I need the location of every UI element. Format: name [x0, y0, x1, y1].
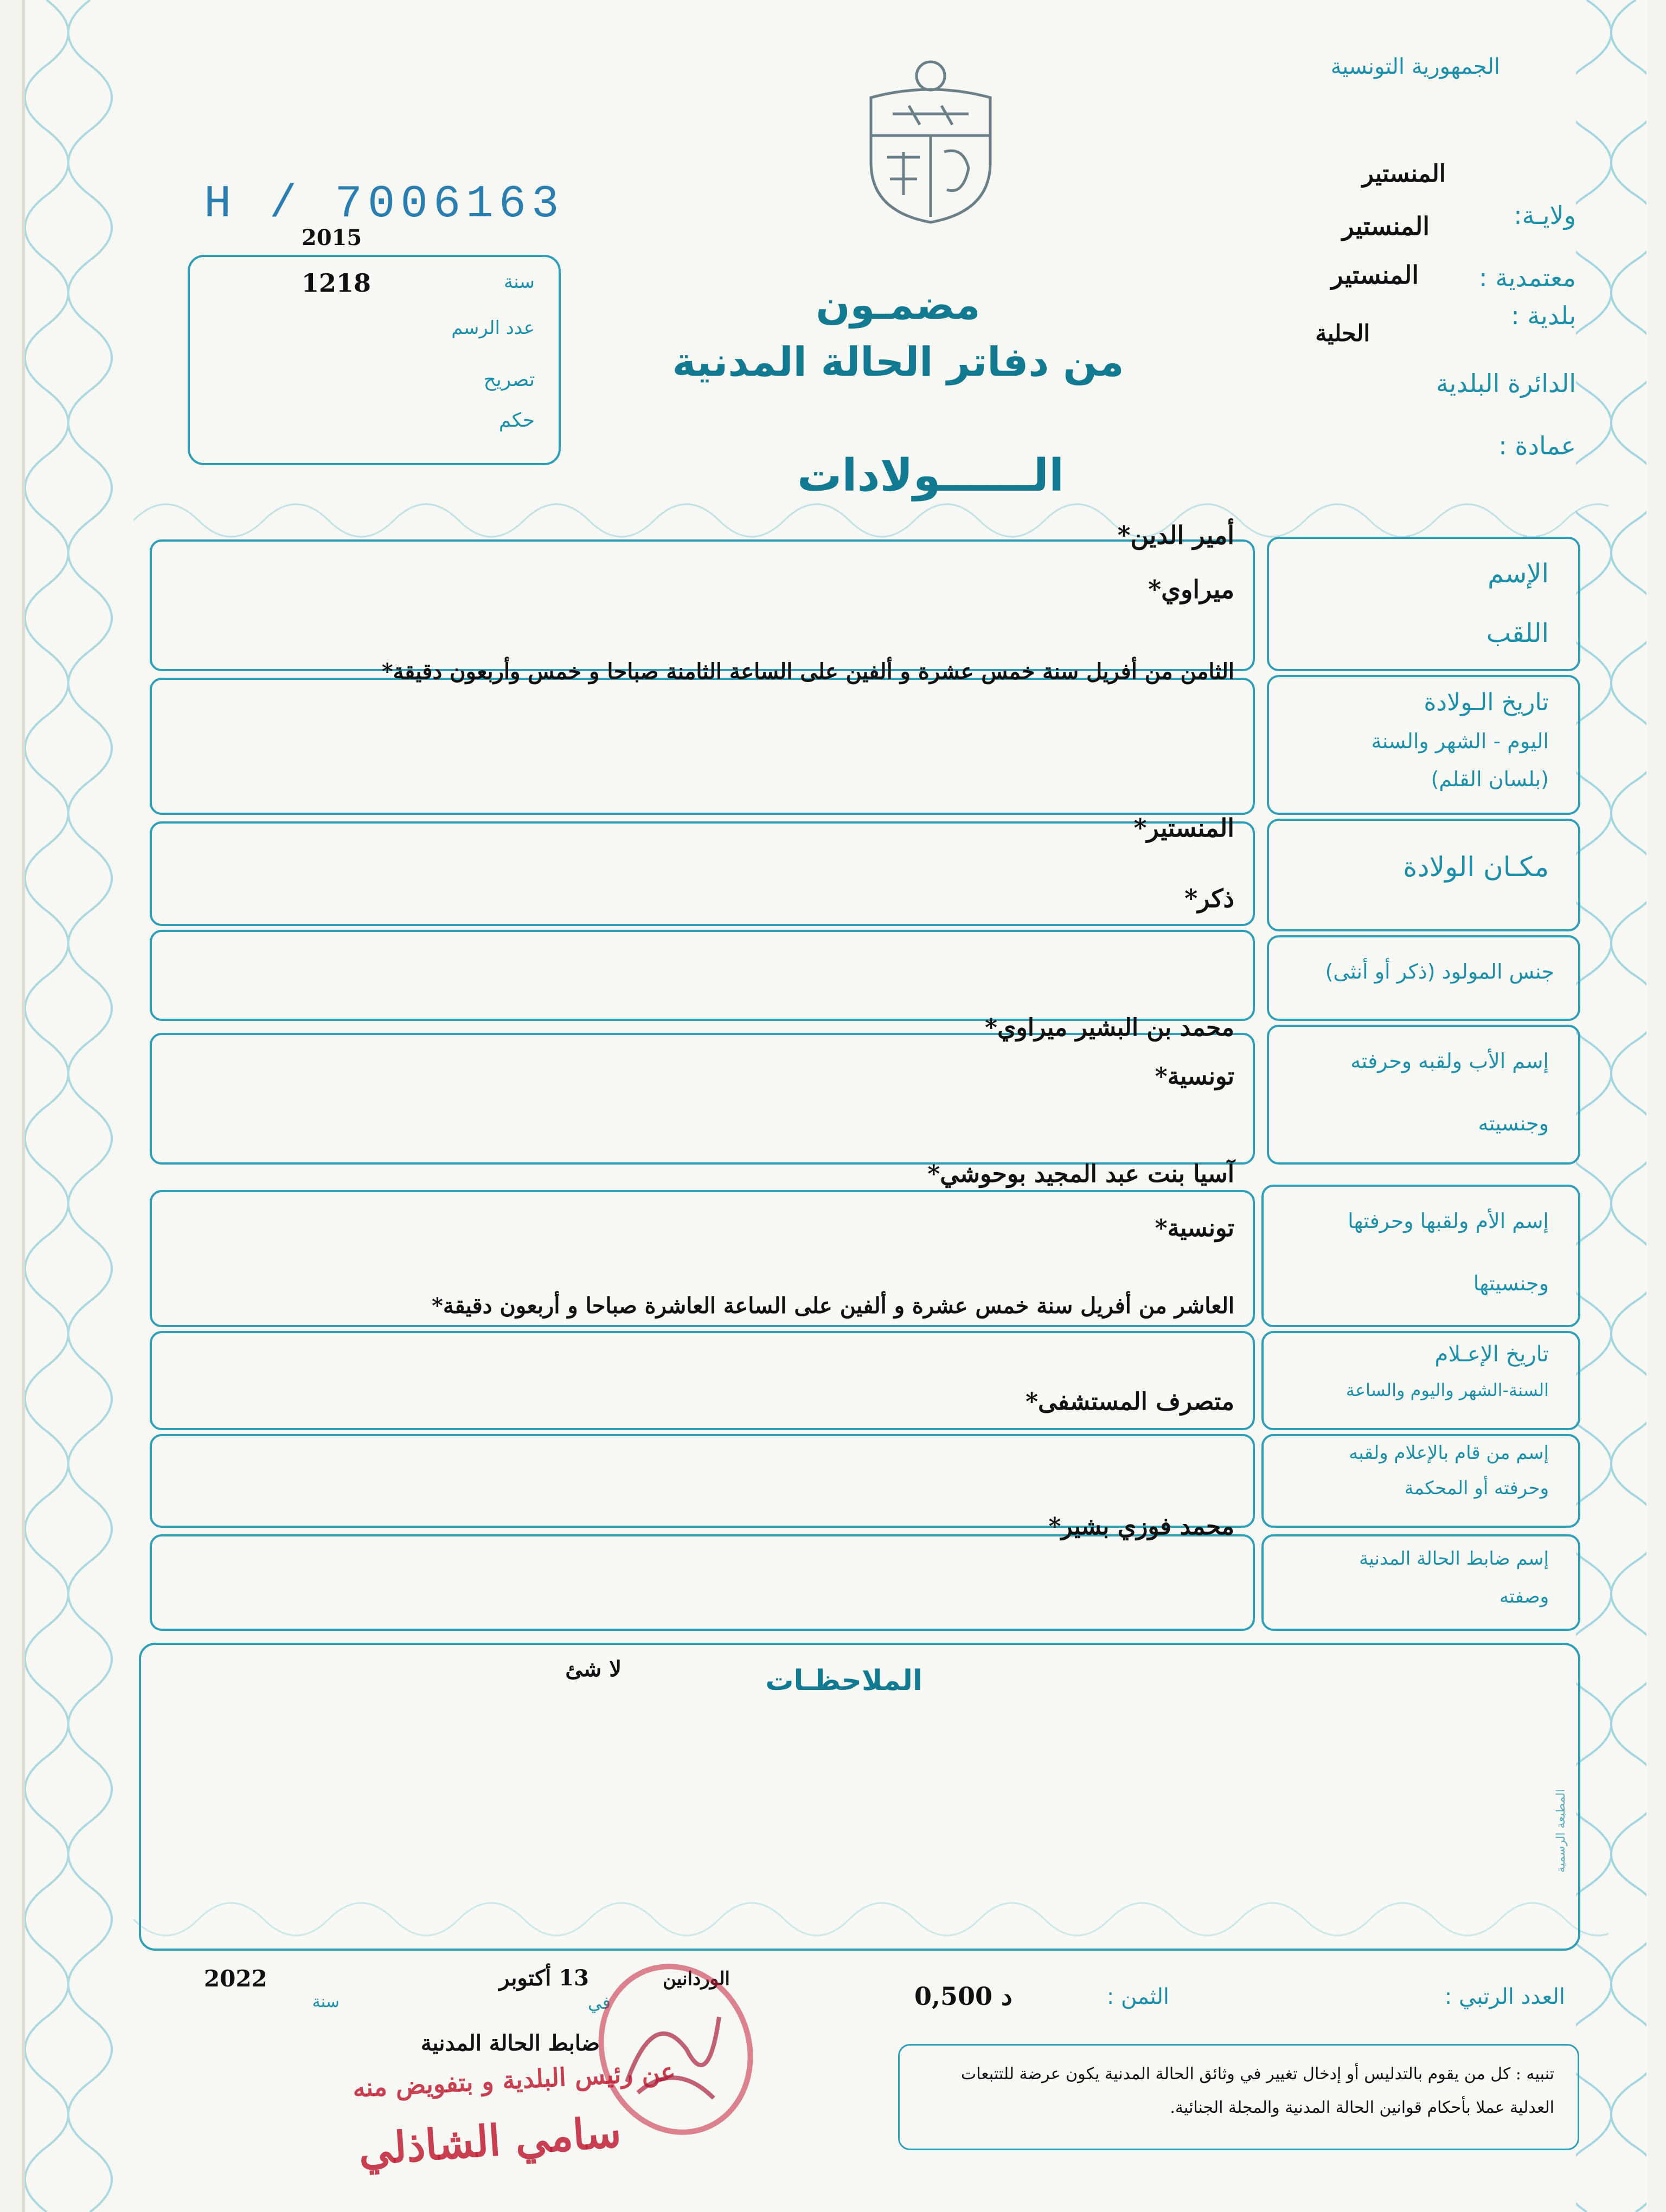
birth-date-value: الثامن من أفريل سنة خمس عشرة و ألفين على الساعة الثامنة صباحا و خمس وأربعون دقيقة* — [381, 659, 1234, 684]
birth-place-label: مكـان الولادة — [1403, 851, 1549, 883]
wilaya-label: ولايـة: — [1514, 201, 1576, 230]
declarant-label-2: وحرفته أو المحكمة — [1404, 1477, 1549, 1499]
warning-text: تنبيه : كل من يقوم بالتدليس أو إدخال تغيير في وثائق الحالة المدنية يكون عرضة للتتبعات العدلية عملا بأحكام قوانين الحالة المدنية والمجلة الجنائية. — [960, 2065, 1554, 2117]
circle-value: الحلية — [1315, 320, 1370, 346]
registry-year-value: 2015 — [302, 225, 362, 250]
serial-number: H / 7006163 — [204, 179, 565, 230]
year-label: سنة — [312, 1992, 339, 2011]
year-value: 2022 — [204, 1965, 267, 1992]
day-month-value: 13 أكتوبر — [499, 1965, 589, 1991]
registry-declaration-label: تصريح — [483, 369, 535, 391]
father-value-cell — [150, 1033, 1255, 1165]
officer-label-1: إسم ضابط الحالة المدنية — [1359, 1548, 1549, 1570]
section-title-births: الــــــولادات — [797, 450, 1065, 501]
birth-date-label-2: اليوم - الشهر والسنة — [1371, 729, 1549, 753]
sex-value-cell — [150, 930, 1255, 1021]
title-line1: مضمـون — [816, 282, 981, 329]
father-nationality-value: تونسية* — [1155, 1063, 1234, 1090]
remarks-value: لا شئ — [565, 1656, 621, 1682]
declaration-date-label-2: السنة-الشهر واليوم والساعة — [1345, 1380, 1549, 1400]
birth-place-value: المنستير* — [1133, 813, 1234, 843]
signatory-stamp: سامي الشاذلي — [356, 2107, 623, 2175]
officer-value: محمد فوزي بشير* — [1048, 1513, 1234, 1540]
wilaya-value: المنستير — [1342, 211, 1430, 241]
officer-value-cell — [150, 1534, 1255, 1631]
surname-label: اللقب — [1486, 618, 1549, 648]
name-value-cell — [150, 539, 1255, 671]
right-guilloche-border — [1576, 0, 1646, 2212]
title-line2: من دفاتر الحالة المدنية — [672, 339, 1124, 385]
name-value: أمير الدين* — [1117, 520, 1234, 550]
sex-value: ذكر* — [1184, 884, 1234, 913]
birth-date-value-cell — [150, 678, 1255, 815]
registry-record-value: 1218 — [302, 268, 371, 298]
mutamadiya-label: معتمدية : — [1478, 263, 1576, 292]
place-label: في — [588, 1992, 611, 2013]
mother-label-2: وجنسيتها — [1473, 1271, 1549, 1295]
municipal-circle-label: الدائرة البلدية — [1436, 369, 1576, 398]
father-name-value: محمد بن البشير ميراوي* — [985, 1014, 1234, 1041]
surname-value: ميراوي* — [1148, 575, 1234, 604]
father-label-1: إسم الأب ولقبه وحرفته — [1350, 1049, 1549, 1073]
wilaya-value-top: المنستير — [1362, 160, 1446, 188]
declaration-date-label-1: تاريخ الإعـلام — [1434, 1342, 1549, 1367]
tunisia-coat-of-arms-icon — [860, 54, 1001, 228]
signature-scribble — [611, 1984, 735, 2114]
price-label: الثمن : — [1106, 1984, 1169, 2009]
printer-mark: المطبعة الرسمية — [1554, 1789, 1568, 1873]
declaration-date-value: العاشر من أفريل سنة خمس عشرة و ألفين على الساعة العاشرة صباحا و أربعون دقيقة* — [432, 1293, 1234, 1319]
name-label-cell — [1267, 537, 1580, 671]
declarant-value: متصرف المستشفى* — [1026, 1388, 1234, 1416]
omda-label: عمادة : — [1498, 431, 1576, 460]
baladiya-label: بلدية : — [1511, 301, 1576, 330]
registry-year-label: سنة — [504, 271, 535, 293]
republic-label: الجمهورية التونسية — [1330, 54, 1500, 79]
serial-number-label: العدد الرتبي : — [1444, 1984, 1565, 2009]
mother-label-cell — [1261, 1185, 1580, 1327]
officer-label-2: وصفته — [1500, 1586, 1549, 1607]
birth-date-label-3: (بلسان القلم) — [1431, 767, 1549, 791]
mother-name-value: آسيا بنت عبد المجيد بوحوشي* — [927, 1160, 1234, 1188]
left-guilloche-border — [25, 0, 123, 2212]
mutamadiya-value: المنستير — [1331, 260, 1419, 290]
delegation-stamp: عن رئيس البلدية و بتفويض منه — [351, 2056, 676, 2103]
declarant-label-1: إسم من قام بالإعلام ولقبه — [1349, 1442, 1549, 1464]
sex-label: جنس المولود (ذكر أو أنثى) — [1325, 960, 1554, 983]
name-label: الإسم — [1488, 558, 1549, 589]
remarks-label: الملاحظـات — [765, 1664, 922, 1697]
mother-nationality-value: تونسية* — [1155, 1214, 1234, 1242]
document-sheet — [22, 0, 1648, 2212]
registry-judgment-label: حكم — [498, 409, 535, 432]
birth-date-label-1: تاريخ الـولادة — [1424, 689, 1549, 716]
mother-label-1: إسم الأم ولقبها وحرفتها — [1348, 1209, 1549, 1233]
price-value: 0,500 د — [914, 1982, 1013, 2011]
officer-title: ضابط الحالة المدنية — [420, 2030, 600, 2056]
place-value: الوردانين — [663, 1968, 730, 1990]
father-label-cell — [1267, 1025, 1580, 1165]
registry-record-label: عدد الرسم — [451, 317, 535, 339]
father-label-2: وجنسيته — [1478, 1111, 1549, 1135]
